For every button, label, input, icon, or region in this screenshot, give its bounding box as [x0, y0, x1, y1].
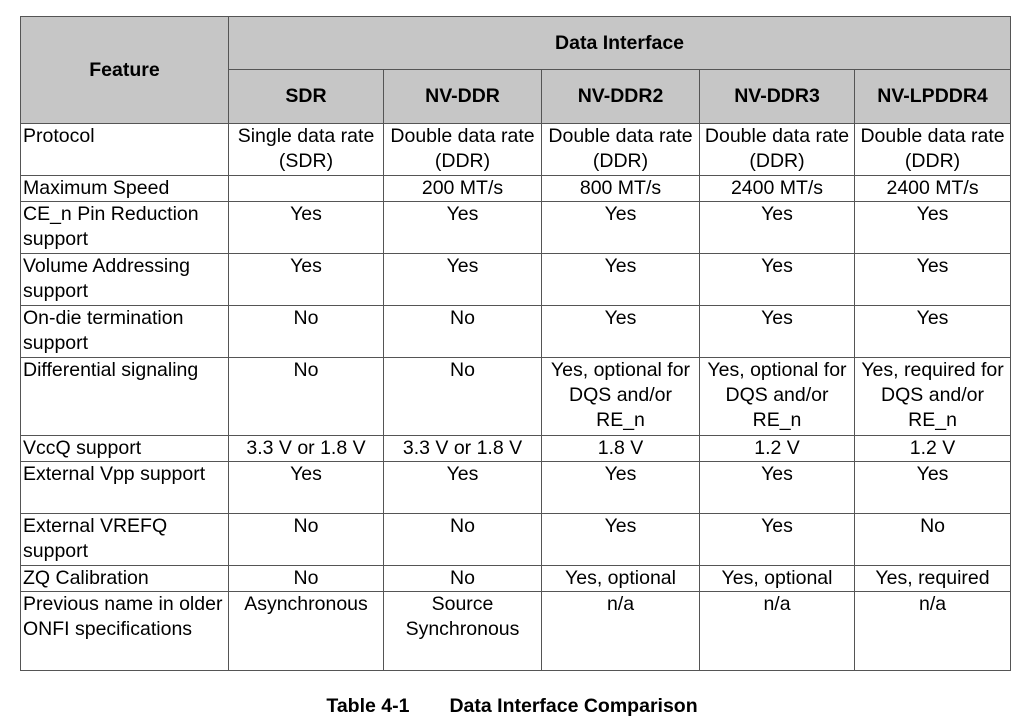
cell-value: Yes	[229, 462, 384, 514]
cell-value: Yes	[700, 202, 855, 254]
table-caption	[0, 695, 1024, 718]
cell-value: No	[855, 514, 1011, 566]
cell-value: No	[229, 358, 384, 436]
cell-value: Yes	[542, 514, 700, 566]
cell-value: Yes	[855, 462, 1011, 514]
cell-value: Yes	[700, 306, 855, 358]
cell-value: Yes	[229, 202, 384, 254]
cell-value: Yes	[855, 202, 1011, 254]
cell-value: Yes	[384, 462, 542, 514]
cell-value: Yes, optional for DQS and/or RE_n	[700, 358, 855, 436]
table-row	[21, 566, 1011, 592]
cell-value: Yes	[855, 306, 1011, 358]
feature-header: Feature	[21, 17, 229, 124]
cell-value: Yes	[542, 254, 700, 306]
cell-value: No	[384, 306, 542, 358]
cell-value: Source Synchronous	[384, 592, 542, 671]
cell-value: Double data rate (DDR)	[855, 124, 1011, 176]
cell-value: Yes	[229, 254, 384, 306]
cell-value: Asynchronous	[229, 592, 384, 671]
table-row	[21, 436, 1011, 462]
cell-value: Yes, required	[855, 566, 1011, 592]
cell-value: Double data rate (DDR)	[700, 124, 855, 176]
table-row	[21, 462, 1011, 514]
row-feature: Previous name in older ONFI specifications	[21, 592, 229, 671]
column-header-nv-ddr: NV-DDR	[384, 70, 542, 124]
caption-number: Table 4-1	[326, 695, 410, 717]
cell-value: n/a	[855, 592, 1011, 671]
cell-value: 1.8 V	[542, 436, 700, 462]
cell-value: Single data rate (SDR)	[229, 124, 384, 176]
cell-value: Yes, optional	[700, 566, 855, 592]
cell-value: No	[229, 306, 384, 358]
cell-value: No	[229, 514, 384, 566]
cell-value: n/a	[542, 592, 700, 671]
row-feature: Volume Addressing support	[21, 254, 229, 306]
cell-value: Yes, optional	[542, 566, 700, 592]
row-feature: Differential signaling	[21, 358, 229, 436]
row-feature: External VREFQ support	[21, 514, 229, 566]
cell-value	[229, 176, 384, 202]
caption-title: Data Interface Comparison	[449, 695, 698, 717]
cell-value: 2400 MT/s	[700, 176, 855, 202]
cell-value: Double data rate (DDR)	[542, 124, 700, 176]
cell-value: 2400 MT/s	[855, 176, 1011, 202]
column-header-nv-ddr2: NV-DDR2	[542, 70, 700, 124]
table-row	[21, 306, 1011, 358]
cell-value: 3.3 V or 1.8 V	[384, 436, 542, 462]
cell-value: Yes	[384, 254, 542, 306]
cell-value: Yes	[384, 202, 542, 254]
cell-value: 1.2 V	[700, 436, 855, 462]
table-row	[21, 514, 1011, 566]
cell-value: Yes	[542, 202, 700, 254]
cell-value: Yes, required for DQS and/or RE_n	[855, 358, 1011, 436]
table-row	[21, 176, 1011, 202]
cell-value: No	[384, 514, 542, 566]
table-row	[21, 592, 1011, 671]
cell-value: No	[229, 566, 384, 592]
cell-value: 800 MT/s	[542, 176, 700, 202]
table-row	[21, 358, 1011, 436]
cell-value: Yes	[855, 254, 1011, 306]
data-interface-header: Data Interface	[229, 17, 1011, 70]
row-feature: On-die termination support	[21, 306, 229, 358]
table-row	[21, 124, 1011, 176]
row-feature: CE_n Pin Reduction support	[21, 202, 229, 254]
cell-value: No	[384, 358, 542, 436]
row-feature: External Vpp support	[21, 462, 229, 514]
cell-value: No	[384, 566, 542, 592]
cell-value: n/a	[700, 592, 855, 671]
cell-value: Yes	[542, 462, 700, 514]
cell-value: 200 MT/s	[384, 176, 542, 202]
cell-value: Yes, optional for DQS and/or RE_n	[542, 358, 700, 436]
cell-value: Double data rate (DDR)	[384, 124, 542, 176]
cell-value: Yes	[542, 306, 700, 358]
column-header-sdr: SDR	[229, 70, 384, 124]
data-interface-table	[20, 16, 1011, 671]
cell-value: Yes	[700, 462, 855, 514]
table-row	[21, 202, 1011, 254]
table-row	[21, 254, 1011, 306]
row-feature: VccQ support	[21, 436, 229, 462]
column-header-nv-lpddr4: NV-LPDDR4	[855, 70, 1011, 124]
cell-value: Yes	[700, 514, 855, 566]
row-feature: ZQ Calibration	[21, 566, 229, 592]
header-row-group	[21, 17, 1011, 70]
row-feature: Protocol	[21, 124, 229, 176]
cell-value: 3.3 V or 1.8 V	[229, 436, 384, 462]
cell-value: Yes	[700, 254, 855, 306]
row-feature: Maximum Speed	[21, 176, 229, 202]
cell-value: 1.2 V	[855, 436, 1011, 462]
column-header-nv-ddr3: NV-DDR3	[700, 70, 855, 124]
